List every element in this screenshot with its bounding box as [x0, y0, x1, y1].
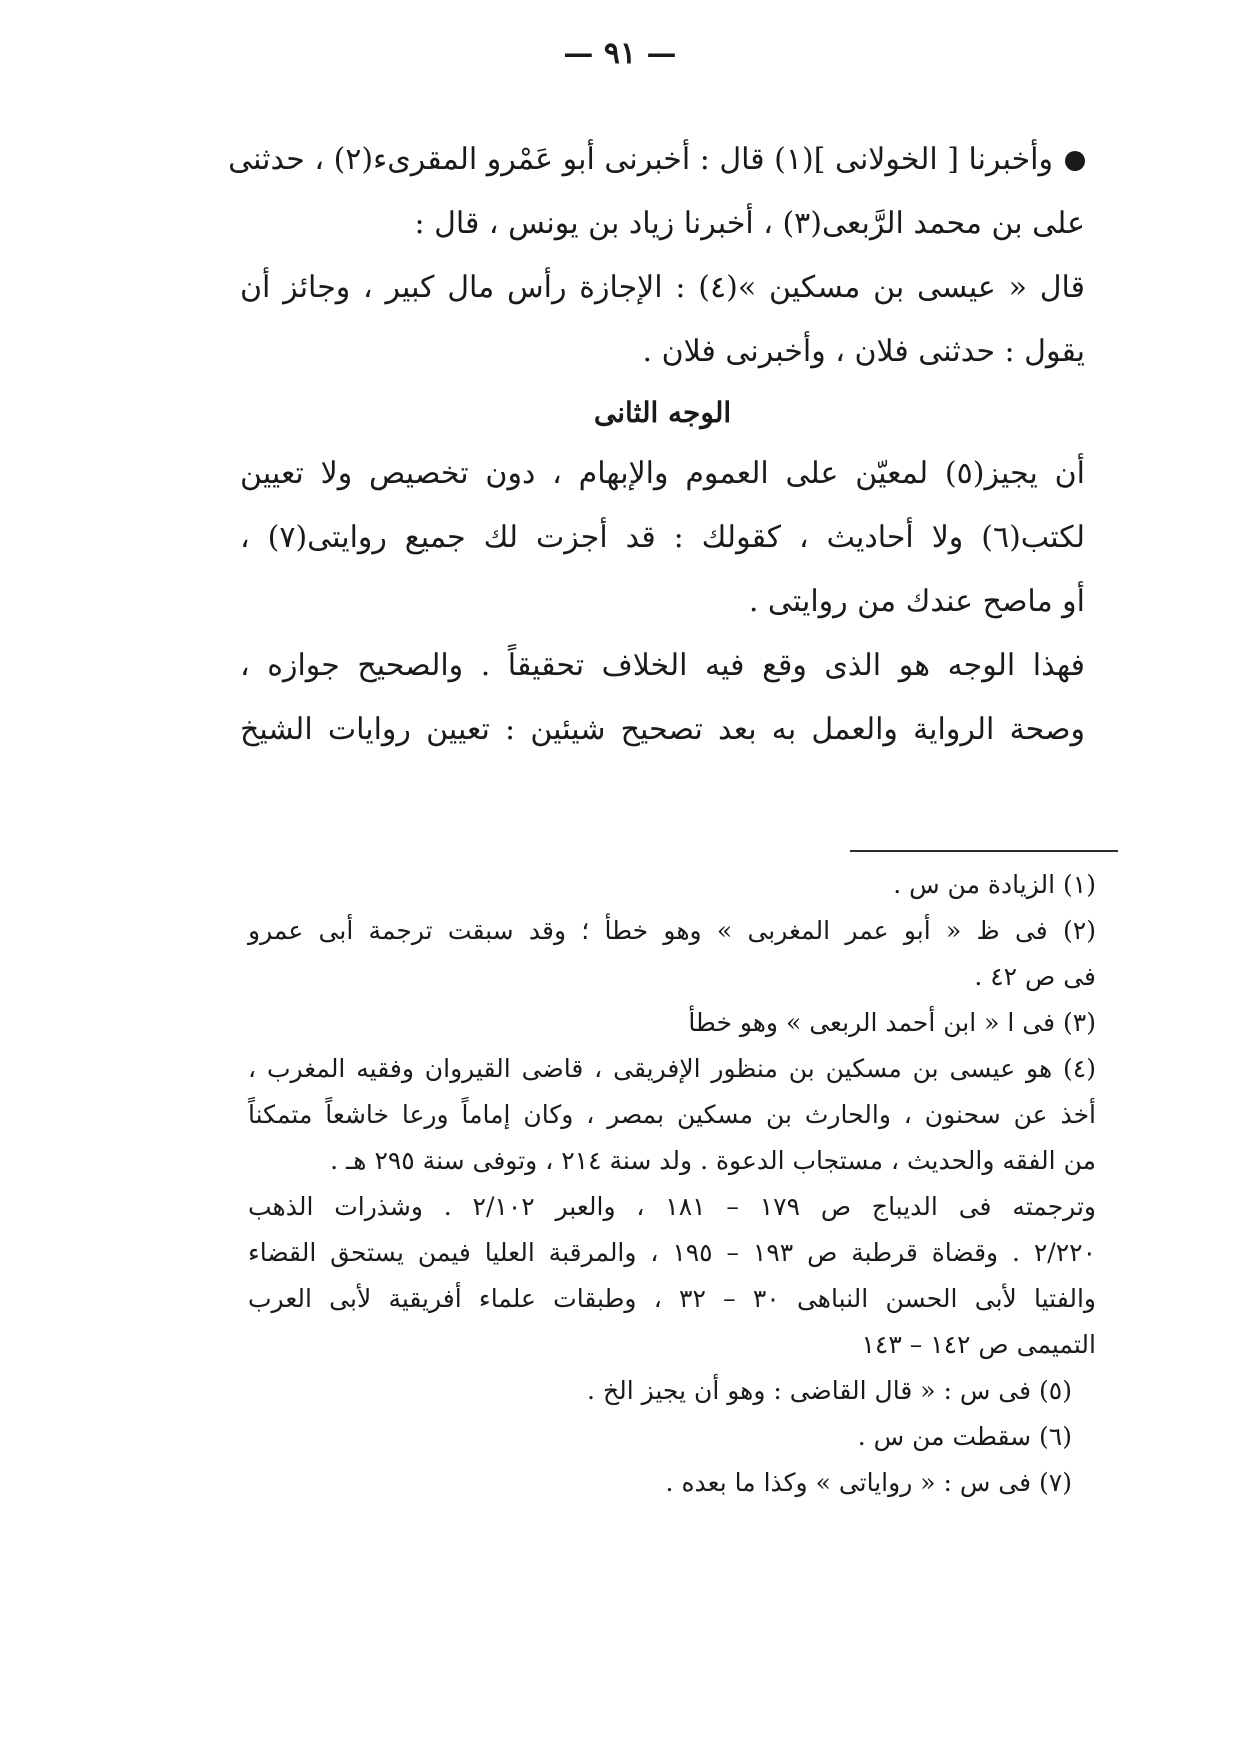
footnote-6: (٦) سقطت من س .	[857, 1422, 1072, 1451]
paragraph-1-line-2: على بن محمد الرَّبعى(٣) ، أخبرنا زياد بن يونس ، قال :	[414, 206, 1085, 241]
footnote-4-cont-6: التميمى ص ١٤٢ – ١٤٣	[861, 1330, 1096, 1359]
footnote-2: (٢) فى ظ « أبو عمر المغربى » وهو خطأ ؛ وقد سبقت ترجمة أبى عمرو	[248, 916, 1096, 945]
bullet-icon	[1065, 151, 1085, 171]
footnote-7: (٧) فى س : « رواياتى » وكذا ما بعده .	[665, 1468, 1072, 1497]
footnote-divider	[850, 850, 1118, 852]
footnote-1: (١) الزيادة من س .	[893, 870, 1096, 899]
footnote-4: (٤) هو عيسى بن مسكين بن منظور الإفريقى ، قاضى القيروان وفقيه المغرب ،	[248, 1054, 1096, 1083]
paragraph-3-line-2: لكتب(٦) ولا أحاديث ، كقولك : قد أجزت لك جميع روايتى(٧) ،	[240, 520, 1085, 555]
footnote-2-cont: فى ص ٤٢ .	[974, 962, 1096, 991]
paragraph-2-line-2: يقول : حدثنى فلان ، وأخبرنى فلان .	[642, 334, 1085, 369]
paragraph-4-line-2: وصحة الرواية والعمل به بعد تصحيح شيئين : تعيين روايات الشيخ	[240, 712, 1085, 747]
footnote-4-cont-4: ٢/٢٢٠ . وقضاة قرطبة ص ١٩٣ – ١٩٥ ، والمرقبة العليا فيمن يستحق القضاء	[248, 1238, 1096, 1267]
footnotes	[248, 862, 1096, 1506]
footnote-3: (٣) فى ا « ابن أحمد الربعى » وهو خطأ	[688, 1008, 1096, 1037]
footnote-4-cont-3: وترجمته فى الديباج ص ١٧٩ – ١٨١ ، والعبر ٢/١٠٢ . وشذرات الذهب	[248, 1192, 1096, 1221]
footnote-5: (٥) فى س : « قال القاضى : وهو أن يجيز الخ .	[587, 1376, 1072, 1405]
paragraph-3-line-1: أن يجيز(٥) لمعيّن على العموم والإبهام ، دون تخصيص ولا تعيين	[240, 456, 1086, 491]
paragraph-4-line-1: فهذا الوجه هو الذى وقع فيه الخلاف تحقيقاً . والصحيح جوازه ،	[240, 648, 1085, 683]
paragraph-1-line-1	[228, 128, 1085, 192]
paragraph-3-line-3: أو ماصح عندك من روايتى .	[748, 584, 1085, 619]
page-number: — ٩١ —	[563, 36, 677, 71]
paragraph-1-line-1-text: وأخبرنا [ الخولانى ](١) قال : أخبرنى أبو عَمْرو المقرىء(٢) ، حدثنى	[228, 142, 1053, 177]
footnote-4-cont-2: من الفقه والحديث ، مستجاب الدعوة . ولد سنة ٢١٤ ، وتوفى سنة ٢٩٥ هـ .	[330, 1146, 1096, 1175]
section-heading: الوجه الثانى	[593, 396, 732, 429]
footnote-4-cont-5: والفتيا لأبى الحسن النباهى ٣٠ – ٣٢ ، وطبقات علماء أفريقية لأبى العرب	[248, 1284, 1096, 1313]
footnote-4-cont-1: أخذ عن سحنون ، والحارث بن مسكين بمصر ، وكان إماماً ورعا خاشعاً متمكناً	[248, 1100, 1096, 1129]
paragraph-2-line-1: قال « عيسى بن مسكين »(٤) : الإجازة رأس مال كبير ، وجائز أن	[240, 270, 1085, 305]
main-text	[228, 128, 1086, 762]
